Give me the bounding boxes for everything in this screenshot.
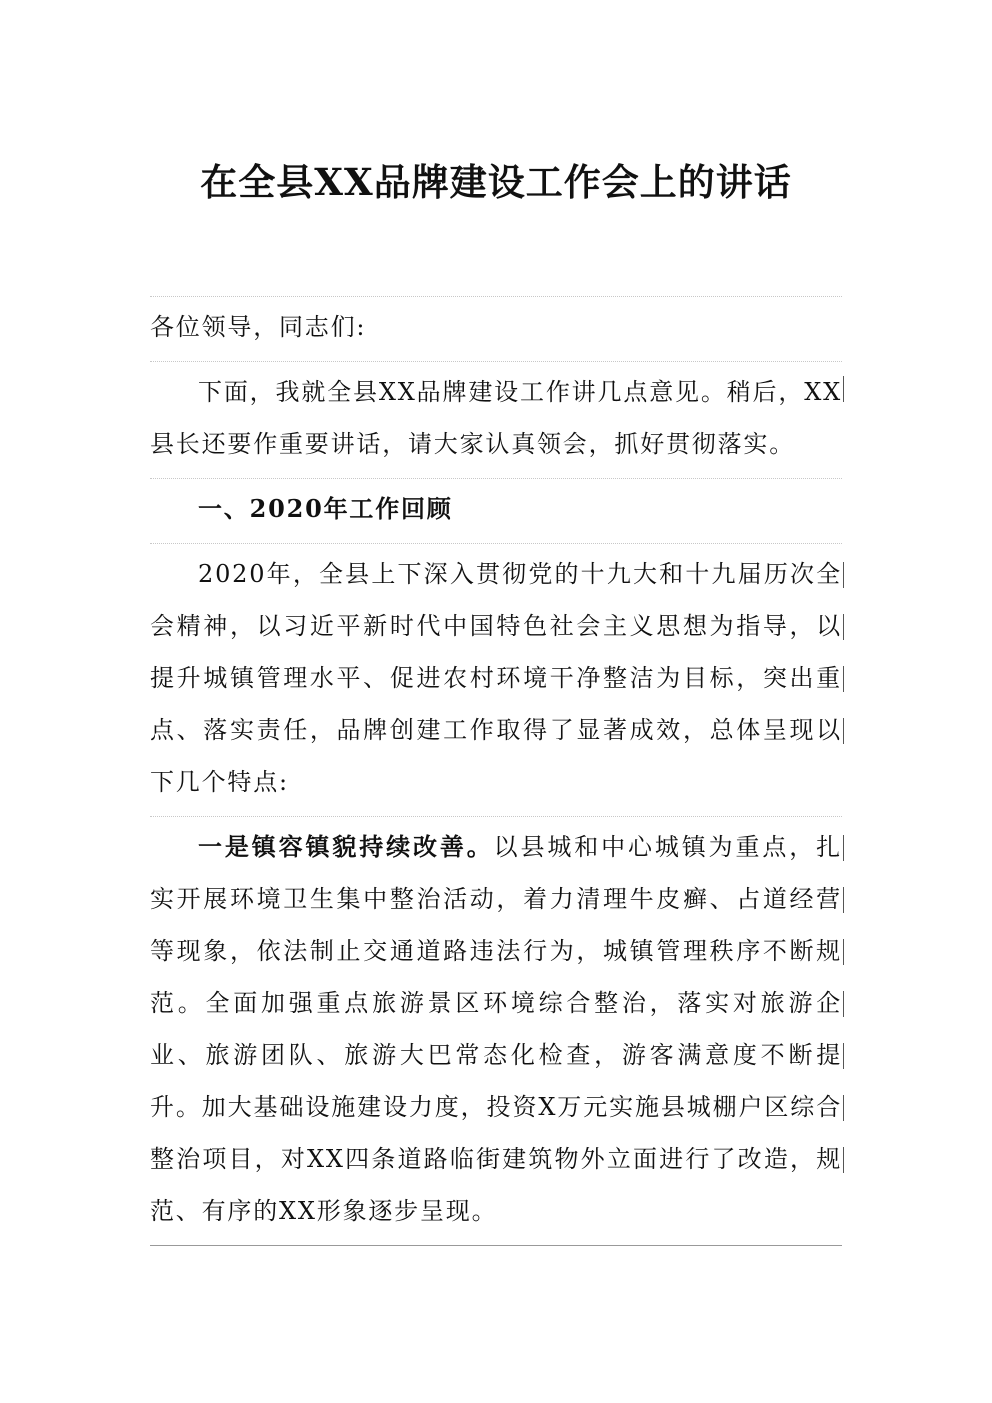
margin-mark [843,835,844,861]
margin-mark [843,887,844,913]
point-one-paragraph [150,817,842,1246]
document-title: 在全县XX品牌建设工作会上的讲话 [200,160,792,204]
margin-mark [843,614,844,640]
section-heading [150,479,842,544]
point-one-text: 以县城和中心城镇为重点，扎实开展环境卫生集中整治活动，着力清理牛皮癣、占道经营等现象，依法制止交通道路违法行为，城镇管理秩序不断规范。全面加强重点旅游景区环境综合整治，落实对旅游企业、旅游团队、旅游大巴常态化检查，游客满意度不断提升。加大基础设施建设力度，投资X万元实施县城棚户区综合整治项目，对XX四条道路临街建筑物外立面进行了改造，规范、有序的XX形象逐步呈现。 [150,833,842,1225]
section-heading-text: 一、2020年工作回顾 [198,494,453,523]
salutation-paragraph [150,296,842,362]
margin-mark [843,1043,844,1069]
review-paragraph [150,544,842,817]
review-text: 2020年，全县上下深入贯彻党的十九大和十九届历次全会精神，以习近平新时代中国特色社会主义思想为指导，以提升城镇管理水平、促进农村环境干净整洁为目标，突出重点、落实责任，品牌创建工作取得了显著成效，总体呈现以下几个特点: [150,560,842,796]
salutation-text: 各位领导，同志们: [150,313,367,341]
intro-text: 下面，我就全县XX品牌建设工作讲几点意见。稍后，XX县长还要作重要讲话，请大家认真领会，抓好贯彻落实。 [150,378,842,458]
margin-mark [843,376,844,402]
margin-mark [843,1147,844,1173]
margin-mark [843,991,844,1017]
margin-mark [843,562,844,588]
margin-mark [843,1095,844,1121]
intro-paragraph [150,362,842,479]
document-body [150,296,842,1246]
margin-mark [843,939,844,965]
point-one-lead: 一是镇容镇貌持续改善。 [198,832,494,861]
margin-mark [843,666,844,692]
margin-mark [843,718,844,744]
